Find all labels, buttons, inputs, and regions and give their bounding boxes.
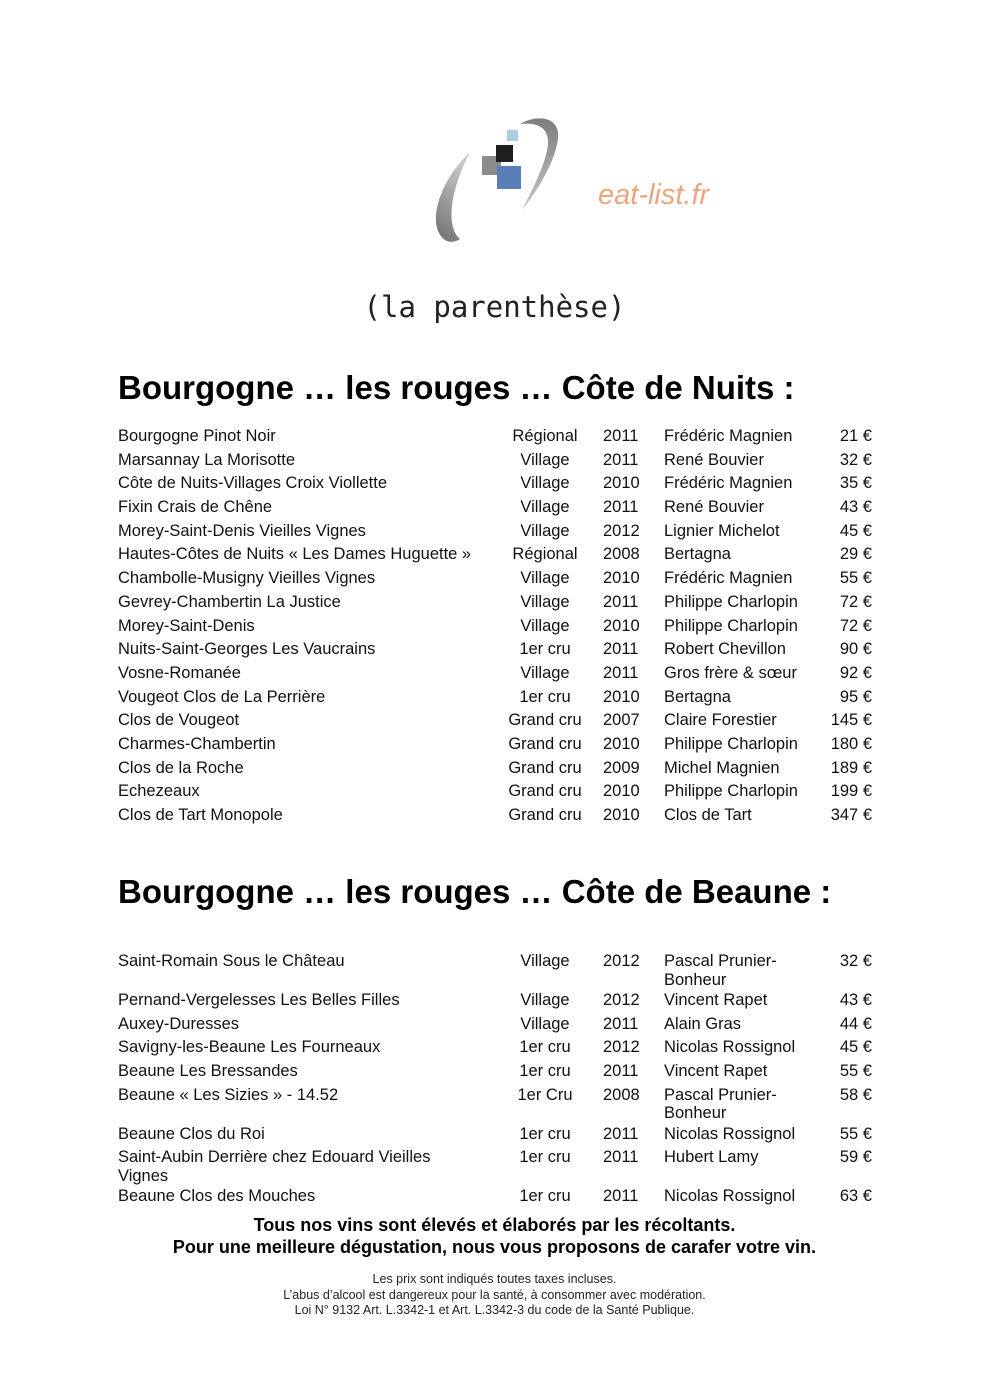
wine-producer: Claire Forestier [664,711,777,730]
wine-row [118,1123,872,1147]
wine-producer: Bertagna [664,545,731,564]
wine-vintage: 2011 [603,450,639,469]
wine-vintage: 2010 [603,569,640,588]
wine-price: 63 € [839,1187,872,1206]
wine-name: Beaune Clos des Mouches [118,1187,316,1206]
wine-classification: 1er cru [519,640,571,659]
wine-classification: Régional [512,427,578,445]
wine-classification: 1er Cru [517,1085,573,1104]
wine-name: Morey-Saint-Denis Vieilles Vignes [118,521,366,540]
wine-producer: Vincent Rapet [664,991,768,1009]
wine-producer: Philippe Charlopin [664,616,798,635]
logo-right-arc [520,118,558,210]
wine-vintage: 2011 [603,663,639,682]
wine-classification: Grand cru [508,734,582,753]
wine-price: 189 € [830,758,872,777]
wine-price: 29 € [839,545,872,564]
wine-name: Beaune « Les Sizies » - 14.52 [118,1085,339,1104]
wine-vintage: 2010 [603,806,640,824]
wine-vintage: 2008 [603,545,640,564]
wine-price: 92 € [839,663,872,682]
wine-vintage: 2007 [603,711,640,730]
logo-light-blue-square [507,130,518,141]
wine-row [118,425,872,449]
wine-vintage: 2011 [603,1062,639,1081]
wine-classification: Village [520,663,570,682]
wine-vintage: 2008 [603,1085,640,1104]
wine-price: 55 € [839,1062,872,1081]
wine-producer: Philippe Charlopin [664,782,798,801]
wine-classification: Village [520,991,570,1009]
wine-vintage: 2009 [603,758,640,777]
wine-producer: Michel Magnien [664,758,780,777]
wine-vintage: 2010 [603,616,640,635]
wine-row [118,1084,872,1123]
wine-producer: René Bouvier [664,450,764,469]
wine-price: 90 € [839,640,872,659]
wine-row [118,615,872,639]
wine-name: Chambolle-Musigny Vieilles Vignes [118,569,376,588]
wine-classification: Grand cru [508,806,582,824]
legal-note: Les prix sont indiqués toutes taxes incluses. [372,1272,617,1286]
wine-row [118,591,872,615]
wine-classification: 1er cru [519,1148,571,1167]
wine-classification: Village [520,450,570,469]
wine-producer: Robert Chevillon [664,640,786,659]
wine-price: 43 € [839,991,872,1009]
wine-row [118,1060,872,1084]
wine-producer: Clos de Tart [664,806,752,824]
wine-row [118,709,872,733]
wine-price: 72 € [839,616,872,635]
wine-producer: Lignier Michelot [664,521,780,540]
wine-classification: Village [520,616,570,635]
legal-note: L’abus d’alcool est dangereux pour la santé, à consommer avec modération. [283,1287,706,1302]
section-title: Bourgogne … les rouges … Côte de Nuits : [118,369,795,406]
wine-classification: Régional [512,545,578,564]
wine-vintage: 2011 [603,1148,639,1167]
wine-row [118,686,872,710]
wine-name: Gevrey-Chambertin La Justice [118,592,341,611]
wine-row [118,662,872,686]
wine-price: 199 € [830,782,872,801]
wine-classification: Village [520,592,570,611]
wine-classification: 1er cru [519,687,571,706]
wine-price: 43 € [839,498,872,517]
eat-list-logo-icon [420,110,570,250]
wine-row [118,520,872,544]
footer-message [0,1214,989,1258]
wine-row [118,950,872,989]
wine-name: Bourgogne Pinot Noir [118,427,276,445]
wine-name: Vosne-Romanée [118,663,241,682]
wine-price: 95 € [839,687,872,706]
wine-table [118,950,872,1209]
footer-line: Pour une meilleure dégustation, nous vous proposons de carafer votre vin. [172,1237,817,1257]
wine-producer: Hubert Lamy [664,1148,759,1167]
wine-name: Hautes-Côtes de Nuits « Les Dames Huguette » [118,545,472,564]
wine-name: Marsannay La Morisotte [118,450,295,469]
logo-blue-square [497,166,521,189]
wine-vintage: 2012 [603,1038,640,1057]
wine-price: 347 € [830,806,872,824]
wine-producer: Bertagna [664,687,731,706]
wine-classification: Village [520,569,570,588]
wine-classification: Village [520,1014,570,1033]
wine-vintage: 2011 [603,640,639,659]
wine-name: Echezeaux [118,782,200,801]
wine-section-cote-de-beaune [118,872,872,1209]
wine-name: Vougeot Clos de La Perrière [118,687,326,706]
wine-vintage: 2012 [603,952,640,970]
wine-name: Côte de Nuits-Villages Croix Viollette [118,474,388,493]
wine-name: Beaune Clos du Roi [118,1124,265,1143]
wine-vintage: 2011 [603,427,639,445]
wine-producer: Pascal Prunier-Bonheur [664,1085,777,1123]
wine-price: 21 € [839,427,872,445]
wine-vintage: 2012 [603,991,640,1009]
wine-vintage: 2011 [603,1014,639,1033]
wine-row [118,1185,872,1209]
wine-price: 44 € [839,1014,872,1033]
wine-classification: 1er cru [519,1187,571,1206]
wine-price: 32 € [839,450,872,469]
wine-vintage: 2010 [603,734,640,753]
restaurant-name: (la parenthèse) [363,290,626,324]
logo-left-arc [436,152,470,242]
wine-classification: Grand cru [508,711,582,730]
wine-row [118,567,872,591]
wine-price: 45 € [839,521,872,540]
wine-producer: Frédéric Magnien [664,474,793,493]
legal-note: Loi N° 9132 Art. L.3342-1 et Art. L.3342-3 du code de la Santé Publique. [294,1303,695,1317]
wine-producer: Philippe Charlopin [664,592,798,611]
wine-name: Auxey-Duresses [118,1014,240,1033]
wine-price: 55 € [839,1124,872,1143]
wine-row [118,733,872,757]
wine-vintage: 2010 [603,782,640,801]
wine-classification: Village [520,498,570,517]
wine-row [118,1013,872,1037]
wine-row [118,757,872,781]
wine-classification: Grand cru [508,782,582,801]
wine-price: 145 € [830,711,872,730]
wine-section-cote-de-nuits [118,368,872,828]
wine-producer: Vincent Rapet [664,1062,768,1081]
wine-producer: Nicolas Rossignol [664,1038,796,1057]
wine-name: Pernand-Vergelesses Les Belles Filles [118,991,400,1009]
wine-producer: Gros frère & sœur [664,663,797,682]
wine-name: Morey-Saint-Denis [118,616,255,635]
wine-price: 72 € [839,592,872,611]
wine-price: 58 € [839,1085,872,1104]
wine-classification: 1er cru [519,1062,571,1081]
wine-price: 35 € [839,474,872,493]
wine-name: Charmes-Chambertin [118,734,276,753]
wine-name: Fixin Crais de Chêne [118,498,273,517]
wine-row [118,496,872,520]
wine-row [118,638,872,662]
wine-row [118,989,872,1013]
wine-name: Clos de la Roche [118,758,244,777]
wine-classification: Village [520,952,570,970]
section-title: Bourgogne … les rouges … Côte de Beaune : [118,873,832,910]
wine-classification: Grand cru [508,758,582,777]
wine-row [118,1146,872,1185]
wine-vintage: 2010 [603,474,640,493]
wine-vintage: 2012 [603,521,640,540]
wine-name: Beaune Les Bressandes [118,1062,298,1081]
wine-producer: Pascal Prunier-Bonheur [664,952,777,989]
wine-producer: René Bouvier [664,498,764,517]
wine-price: 55 € [839,569,872,588]
wine-producer: Alain Gras [664,1014,742,1033]
wine-row [118,449,872,473]
wine-producer: Nicolas Rossignol [664,1187,796,1206]
wine-price: 45 € [839,1038,872,1057]
wine-producer: Nicolas Rossignol [664,1124,796,1143]
wine-producer: Frédéric Magnien [664,569,793,588]
logo-black-square [496,145,513,162]
wine-row [118,543,872,567]
legal-notes [0,1272,989,1319]
wine-vintage: 2011 [603,1187,639,1206]
wine-row [118,804,872,828]
wine-name: Savigny-les-Beaune Les Fourneaux [118,1038,381,1057]
wine-vintage: 2011 [603,498,639,517]
wine-name: Nuits-Saint-Georges Les Vaucrains [118,640,376,659]
wine-row [118,472,872,496]
wine-name: Saint-Romain Sous le Château [118,952,345,970]
wine-row [118,1036,872,1060]
wine-row [118,780,872,804]
wine-producer: Philippe Charlopin [664,734,798,753]
wine-price: 32 € [839,952,872,970]
wine-vintage: 2011 [603,1124,639,1143]
wine-name: Saint-Aubin Derrière chez Edouard Vieilles Vignes [118,1148,431,1185]
wine-name: Clos de Tart Monopole [118,806,283,824]
wine-classification: Village [520,474,570,493]
wine-table [118,425,872,828]
wine-vintage: 2010 [603,687,640,706]
wine-price: 180 € [830,734,872,753]
wine-classification: Village [520,521,570,540]
wine-classification: 1er cru [519,1038,571,1057]
wine-classification: 1er cru [519,1124,571,1143]
footer-line: Tous nos vins sont élevés et élaborés par les récoltants. [253,1215,736,1235]
wine-price: 59 € [839,1148,872,1167]
wine-vintage: 2011 [603,592,639,611]
wine-name: Clos de Vougeot [118,711,240,730]
wine-producer: Frédéric Magnien [664,427,793,445]
logo-text: eat-list.fr [598,179,710,211]
